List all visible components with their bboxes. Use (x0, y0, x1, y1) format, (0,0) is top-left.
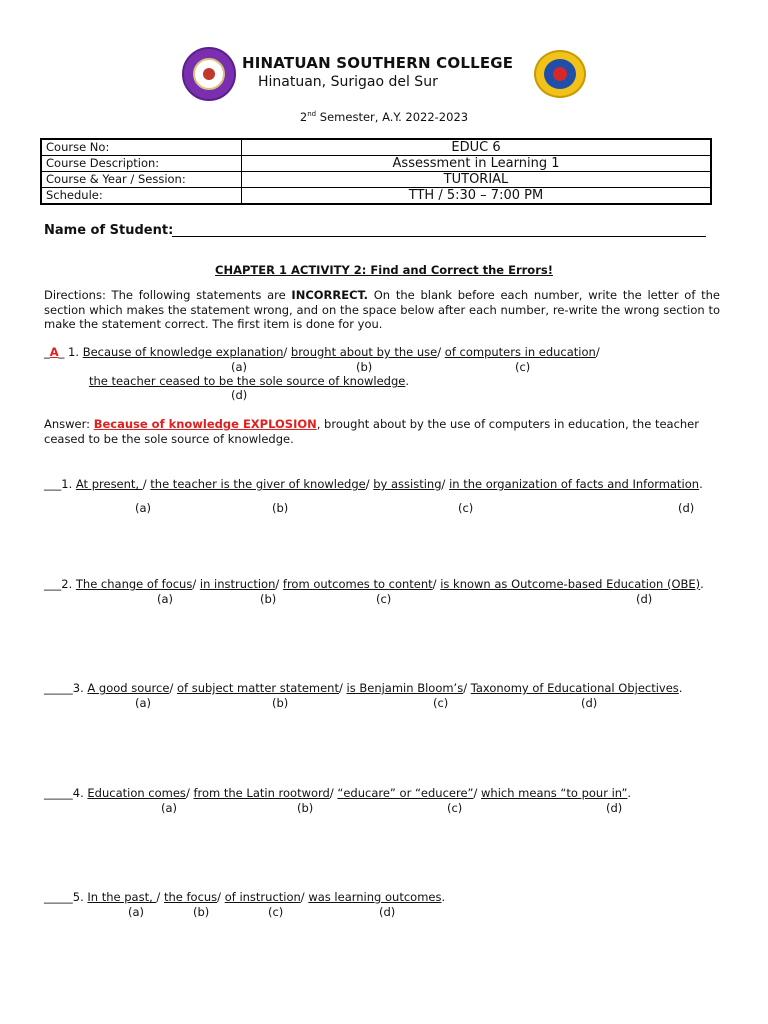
example-item-continued: the teacher ceased to be the sole source of knowledge. (89, 374, 409, 388)
student-name-label: Name of Student: (44, 223, 174, 238)
item-3: _____3. A good source/ of subject matter statement/ is Benjamin Bloom’s/ Taxonomy of Educational Objectives. (44, 681, 683, 695)
label-b: (b) (356, 360, 373, 374)
label-d: (d) (636, 592, 653, 606)
label-b: (b) (297, 801, 314, 815)
label-a: (a) (135, 696, 152, 710)
label-d: (d) (379, 905, 396, 919)
label-c: (c) (268, 905, 284, 919)
table-row (41, 172, 711, 188)
label-d: (d) (231, 388, 248, 402)
table-row (41, 139, 711, 156)
college-seal-logo (182, 47, 236, 101)
label-b: (b) (272, 696, 289, 710)
directions: Directions: The following statements are INCORRECT. On the blank before each number, write the letter of the section which makes the statement wrong, and on the space below after each number, re-write the wrong section to make the statement correct. The first item is done for you. (44, 288, 721, 331)
municipal-seal-logo (534, 50, 586, 98)
label-a: (a) (161, 801, 178, 815)
label-d: (d) (678, 501, 695, 515)
item-1: ___1. At present, / the teacher is the giver of knowledge/ by assisting/ in the organization of facts and Information. (44, 477, 703, 491)
label-a: (a) (135, 501, 152, 515)
course-session-value: TUTORIAL (242, 172, 712, 188)
example-item: _A_ 1. Because of knowledge explanation/ brought about by the use/ of computers in education/ (44, 345, 600, 359)
label-c: (c) (515, 360, 531, 374)
label-b: (b) (272, 501, 289, 515)
label-c: (c) (458, 501, 474, 515)
answer-correction: Because of knowledge EXPLOSION (93, 417, 317, 431)
label-a: (a) (231, 360, 248, 374)
student-name-field[interactable] (172, 236, 706, 237)
label-b: (b) (193, 905, 210, 919)
label-a: (a) (157, 592, 174, 606)
example-answer-letter: A (49, 345, 59, 359)
semester-line: 2nd Semester, A.Y. 2022-2023 (299, 110, 469, 124)
course-description-label: Course Description: (41, 156, 242, 172)
label-c: (c) (433, 696, 449, 710)
label-c: (c) (447, 801, 463, 815)
course-no-value: EDUC 6 (242, 139, 712, 156)
schedule-value: TTH / 5:30 – 7:00 PM (242, 188, 712, 205)
label-d: (d) (581, 696, 598, 710)
label-d: (d) (606, 801, 623, 815)
table-row (41, 156, 711, 172)
item-4: _____4. Education comes/ from the Latin rootword/ “educare” or “educere”/ which means “to pour in”. (44, 786, 632, 800)
table-row (41, 188, 711, 205)
label-b: (b) (260, 592, 277, 606)
item-2: ___2. The change of focus/ in instruction/ from outcomes to content/ is known as Outcome-based Education (OBE). (44, 577, 704, 591)
college-name: HINATUAN SOUTHERN COLLEGE (242, 54, 514, 72)
label-c: (c) (376, 592, 392, 606)
course-info-table (40, 138, 712, 205)
course-no-label: Course No: (41, 139, 242, 156)
college-location: Hinatuan, Surigao del Sur (258, 74, 438, 90)
item-5: _____5. In the past, / the focus/ of instruction/ was learning outcomes. (44, 890, 446, 904)
schedule-label: Schedule: (41, 188, 242, 205)
course-description-value: Assessment in Learning 1 (242, 156, 712, 172)
chapter-title: CHAPTER 1 ACTIVITY 2: Find and Correct the Errors! (215, 263, 553, 277)
example-answer: Answer: Because of knowledge EXPLOSION, brought about by the use of computers in education, the teacher ceased to be the sole source of knowledge. (44, 417, 699, 446)
course-session-label: Course & Year / Session: (41, 172, 242, 188)
label-a: (a) (128, 905, 145, 919)
